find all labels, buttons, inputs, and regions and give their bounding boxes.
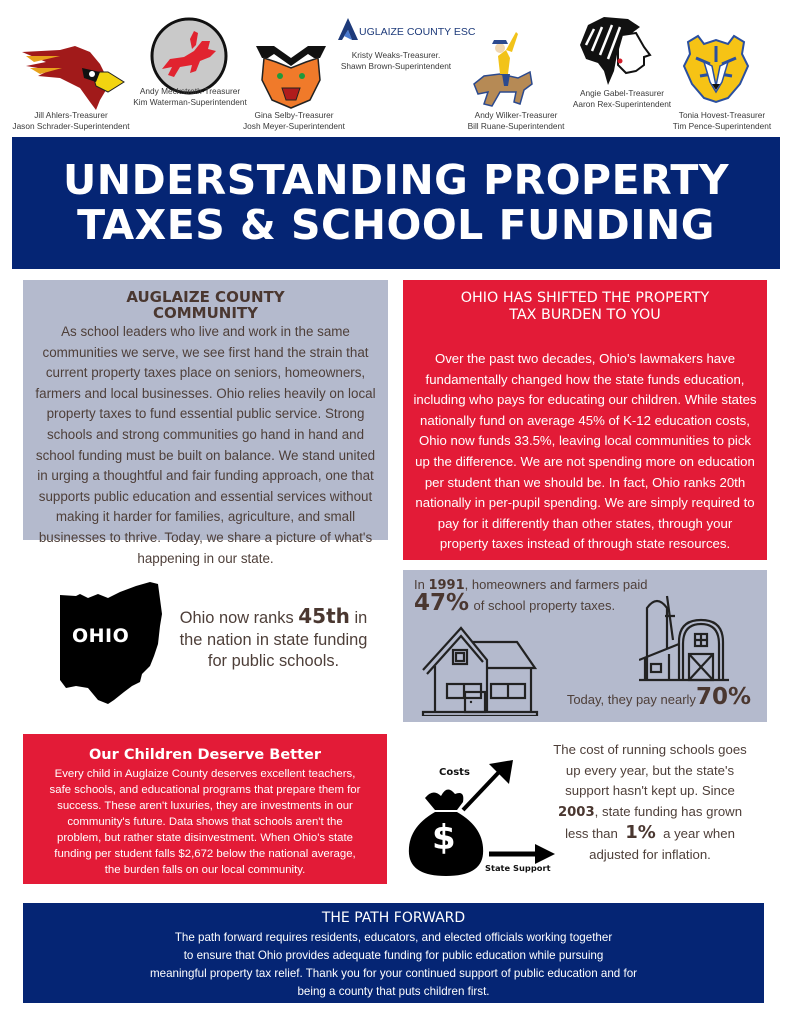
costs-label: Costs <box>439 767 470 778</box>
bronco-school-officials: Andy Wilker-Treasurer Bill Ruane-Superintendent <box>467 110 565 131</box>
cardinal-school-officials: Jill Ahlers-Treasurer Jason Schrader-Superintendent <box>12 110 130 131</box>
chief-headdress-logo-icon <box>578 15 656 87</box>
chief-school-officials: Angie Gabel-Treasurer Aaron Rex-Superintendent <box>572 88 672 109</box>
tax-shift-title-line-1: OHIO HAS SHIFTED THE PROPERTY <box>460 290 710 306</box>
auglaize-esc-logo <box>338 18 476 40</box>
wildcat-school-officials: Gina Selby-Treasurer Josh Meyer-Superintendent <box>243 110 345 131</box>
cardinal-logo-icon <box>20 42 126 110</box>
wildcat-logo-icon <box>254 42 328 110</box>
horse-rider-school-officials: Andy Meckstroth-Treasurer Kim Waterman-Superintendent <box>133 86 247 107</box>
then-percent: 47% <box>414 590 470 616</box>
ohio-rank-text: Ohio now ranks 45th in the nation in state funding for public schools. <box>179 604 368 670</box>
children-section <box>23 734 387 884</box>
children-body: Every child in Auglaize County deserves excellent teachers, safe schools, and educational programs that prepare them for success. These aren't luxuries, they are investments in our community's future. Data shows that schools aren't the problem, but rather state disinvestment. When Ohio's state funding per student falls $2,672 below the national average, the burden falls on our local community. <box>49 768 361 876</box>
bronco-rider-logo-icon <box>470 30 536 112</box>
title-banner <box>12 137 780 269</box>
page-title-line-1: UNDERSTANDING PROPERTY <box>62 156 730 204</box>
today-percent: 70% <box>695 684 751 710</box>
tiger-school-officials: Tonia Hovest-Treasurer Tim Pence-Superintendent <box>672 110 772 131</box>
dollar-sign-icon: $ <box>432 818 456 858</box>
community-section <box>23 280 388 566</box>
house-icon <box>421 624 539 716</box>
children-title: Our Children Deserve Better <box>88 747 322 763</box>
homeowners-farmers-section <box>403 570 767 722</box>
community-title-line-2: COMMUNITY <box>152 304 259 322</box>
page-title-line-2: TAXES & SCHOOL FUNDING <box>77 201 715 249</box>
costs-text: The cost of running schools goes up every year, but the state's support hasn't kept up. Since 2003, state funding has grown less than 1% a year when adjusted for inflation. <box>553 742 747 862</box>
horse-rider-logo-icon <box>150 17 228 95</box>
costs-percent: 1% <box>625 822 656 843</box>
path-forward-body: The path forward requires residents, educators, and elected officials working together to ensure that Ohio provides adequate funding for public education while pursuing meaningful property tax relief. Thank you for your continued support of public education and for being a county that puts children first. <box>149 931 638 998</box>
tax-shift-body: Over the past two decades, Ohio's lawmakers have fundamentally changed how the state funds education, including who pays for educating our children. While states nationally fund on average 45% of K-12 education costs, Ohio now funds 33.5%, leaving local communities to pick up the difference. We are not spending more on education per student than we should be. In fact, Ohio ranks 20th nationally in per-pupil spending. We are simply required to pay for it differently than other states, through your property taxes instead of through state resources. <box>413 351 757 552</box>
tax-shift-title-line-2: TAX BURDEN TO YOU <box>509 307 661 323</box>
costs-year: 2003 <box>557 804 595 820</box>
tax-shift-section <box>403 280 767 560</box>
path-forward-title: THE PATH FORWARD <box>321 910 466 926</box>
community-title-line-1: AUGLAIZE COUNTY <box>126 288 285 306</box>
barn-silo-icon <box>639 592 739 684</box>
homeowners-intro: In 1991, homeowners and farmers paid <box>414 577 648 593</box>
esc-brand-text: UGLAIZE COUNTY ESC <box>359 26 476 38</box>
homeowners-then: 47% of school property taxes. <box>414 590 616 616</box>
tiger-logo-icon <box>682 32 750 104</box>
ohio-rank-section <box>20 565 400 725</box>
esc-officials: Kristy Weaks-Treasurer. Shawn Brown-Superintendent <box>340 50 452 71</box>
community-body: As school leaders who live and work in the same communities we serve, we see first hand the strain that current property taxes place on seniors, homeowners, farmers and local businesses. Ohio relies heavily on local property taxes to fund essential public service. Strong schools and strong communities go hand in hand and school funding must be built on balance. We stand united in urging a thoughtful and fair funding approach, one that supports public education and essential services without making it harder for families, agriculture, and small businesses to thrive. Today, we share a picture of what's happening in our state. <box>35 324 376 566</box>
homeowners-today: Today, they pay nearly70% <box>566 684 751 710</box>
esc-a-mark-icon <box>338 18 358 40</box>
costs-section <box>395 730 791 885</box>
costs-up-arrow-icon <box>459 758 515 814</box>
ohio-rank-value: 45th <box>298 604 350 628</box>
path-forward-section <box>23 903 764 1003</box>
state-support-label: State Support <box>485 863 551 873</box>
ohio-map-label: OHIO <box>72 625 130 647</box>
